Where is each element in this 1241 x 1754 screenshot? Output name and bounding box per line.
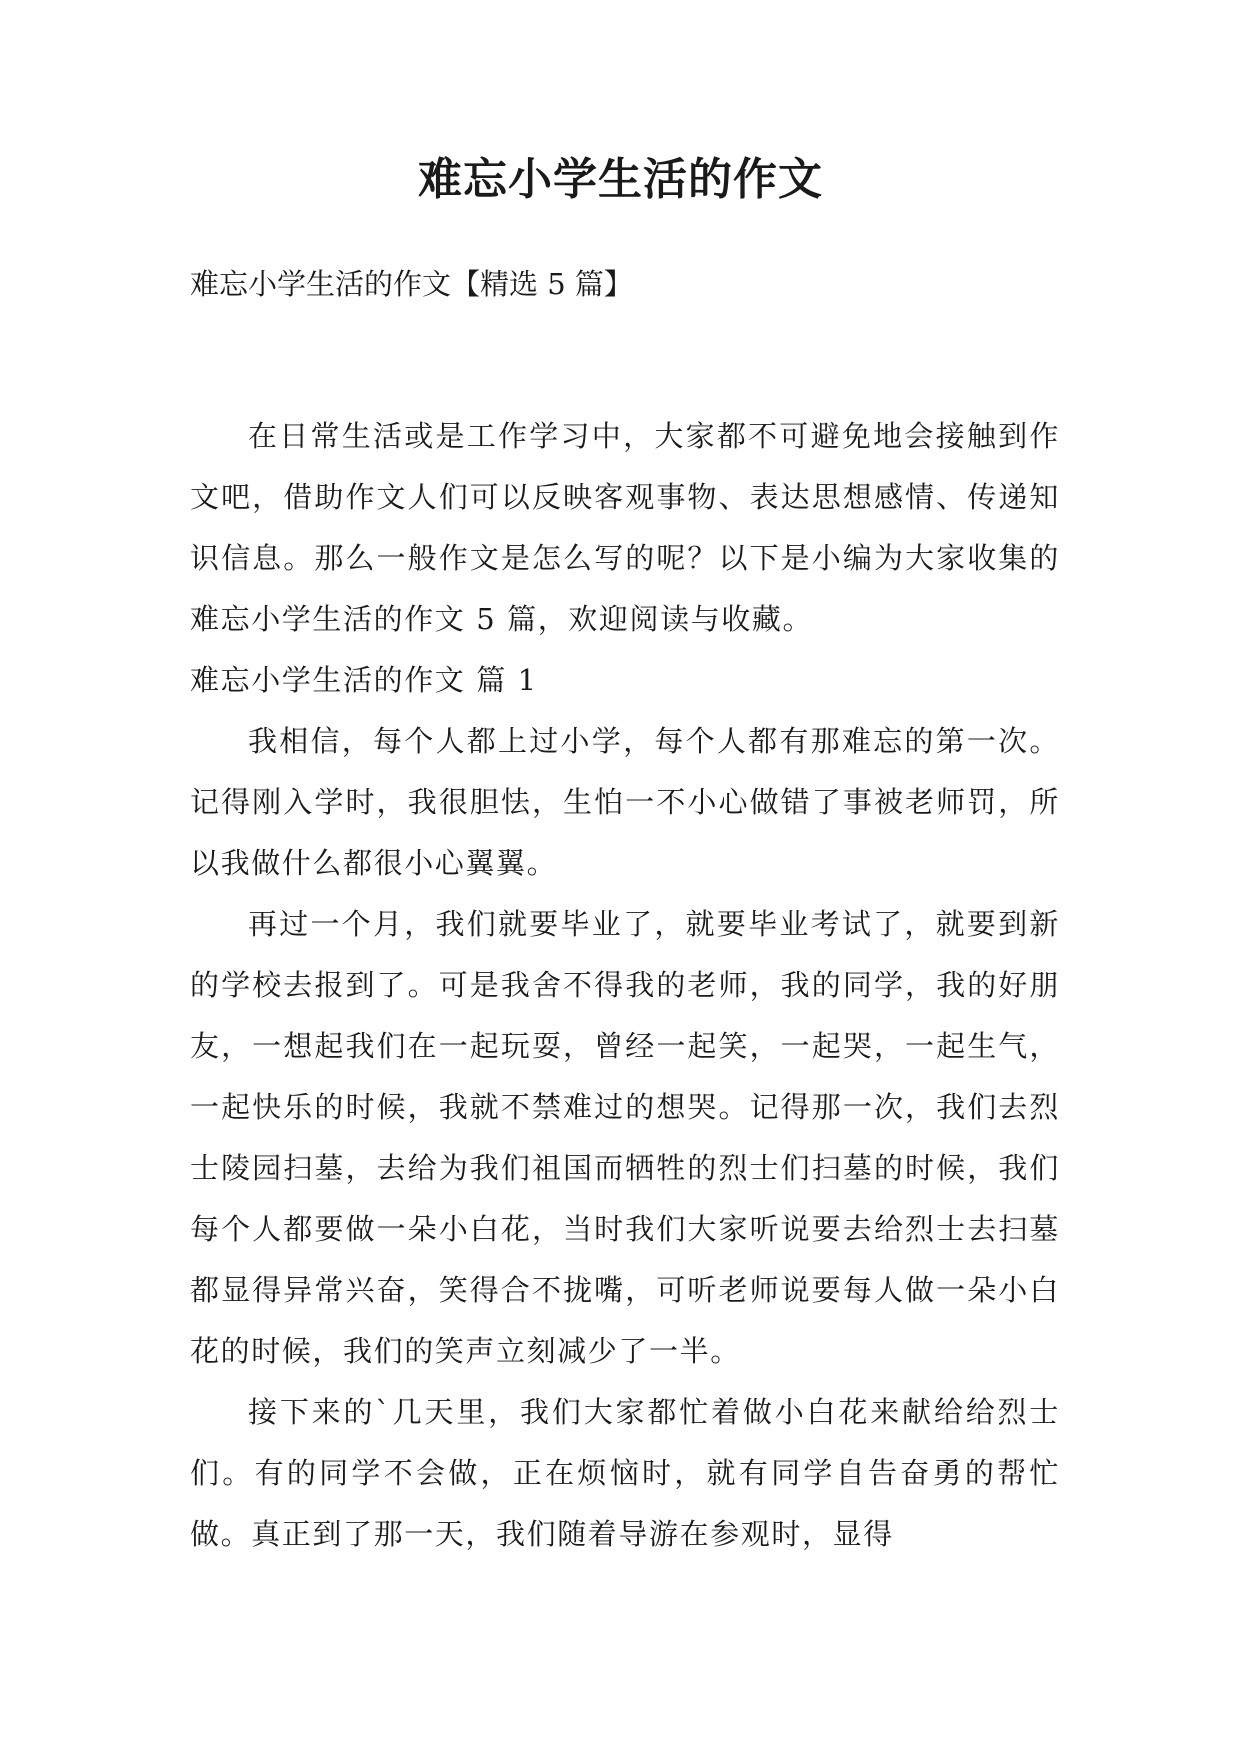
section-heading: 难忘小学生活的作文 篇 1 [190, 663, 538, 697]
body-paragraph: 再过一个月，我们就要毕业了，就要毕业考试了，就要到新的学校去报到了。可是我舍不得我的老师，我的同学，我的好朋友，一想起我们在一起玩耍，曾经一起笑，一起哭，一起生气，一起快乐的时候，我就不禁难过的想哭。记得那一次，我们去烈士陵园扫墓，去给为我们祖国而牺牲的烈士们扫墓的时候，我们每个人都要做一朵小白花，当时我们大家听说要去给烈士去扫墓都显得异常兴奋，笑得合不拢嘴，可听老师说要每人做一朵小白花的时候，我们的笑声立刻减少了一半。 [190, 907, 1060, 1368]
body-paragraph: 我相信，每个人都上过小学，每个人都有那难忘的第一次。记得刚入学时，我很胆怯，生怕一不小心做错了事被老师罚，所以我做什么都很小心翼翼。 [190, 724, 1060, 880]
body-paragraph: 接下来的`几天里，我们大家都忙着做小白花来献给给烈士们。有的同学不会做，正在烦恼时，就有同学自告奋勇的帮忙做。真正到了那一天，我们随着导游在参观时，显得 [190, 1395, 1060, 1551]
intro-paragraph: 在日常生活或是工作学习中，大家都不可避免地会接触到作文吧，借助作文人们可以反映客观事物、表达思想感情、传递知识信息。那么一般作文是怎么写的呢？以下是小编为大家收集的难忘小学生活的作文 5 篇，欢迎阅读与收藏。 [190, 419, 1060, 636]
document-body [190, 406, 1060, 1565]
document-subtitle: 难忘小学生活的作文【精选 5 篇】 [190, 267, 633, 301]
document-title: 难忘小学生活的作文 [418, 154, 823, 205]
